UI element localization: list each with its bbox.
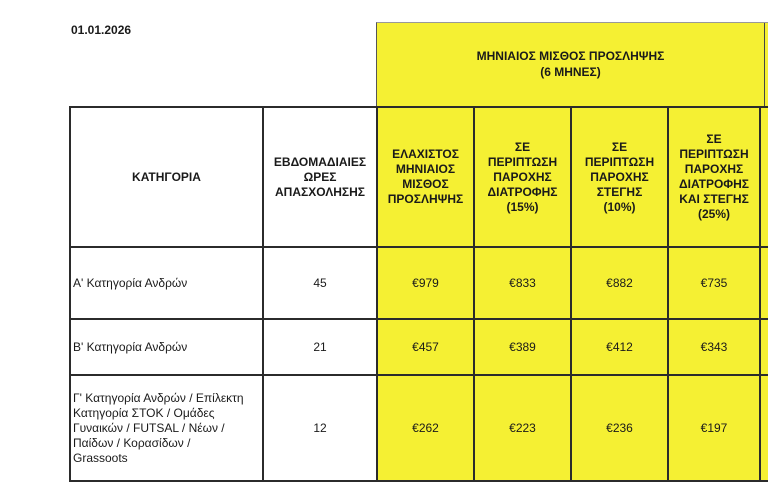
- header-edge-divider: [764, 23, 765, 107]
- food-cell: €833: [474, 247, 571, 319]
- table-row: [70, 319, 768, 375]
- cut-off-cell: [760, 247, 768, 319]
- cut-off-cell: [760, 375, 768, 481]
- salary-table: [69, 106, 768, 482]
- min-salary-header: ΕΛΑΧΙΣΤΟΣ ΜΗΝΙΑΙΟΣ ΜΙΣΘΟΣ ΠΡΟΣΛΗΨΗΣ: [377, 107, 474, 247]
- housing-cell: €236: [571, 375, 668, 481]
- category-header: ΚΑΤΗΓΟΡΙΑ: [70, 107, 263, 247]
- salary-group-title-line1: ΜΗΝΙΑΙΟΣ ΜΙΣΘΟΣ ΠΡΟΣΛΗΨΗΣ: [476, 49, 665, 63]
- food-housing-provision-header: ΣΕ ΠΕΡΙΠΤΩΣΗ ΠΑΡΟΧΗΣ ΔΙΑΤΡΟΦΗΣ ΚΑΙ ΣΤΕΓΗΣ (25%): [668, 107, 760, 247]
- cut-off-column: [760, 107, 768, 247]
- category-cell: Γ' Κατηγορία Ανδρών / Επίλεκτη Κατηγορία ΣΤΟΚ / Ομάδες Γυναικών / FUTSAL / Νέων / Παίδων / Κορασίδων / Grassoots: [70, 375, 263, 481]
- table-row: [70, 247, 768, 319]
- hours-cell: 21: [263, 319, 377, 375]
- food-cell: €389: [474, 319, 571, 375]
- housing-cell: €882: [571, 247, 668, 319]
- food-provision-header: ΣΕ ΠΕΡΙΠΤΩΣΗ ΠΑΡΟΧΗΣ ΔΙΑΤΡΟΦΗΣ (15%): [474, 107, 571, 247]
- housing-cell: €412: [571, 319, 668, 375]
- food-housing-cell: €735: [668, 247, 760, 319]
- hours-cell: 12: [263, 375, 377, 481]
- min-salary-cell: €262: [377, 375, 474, 481]
- table-row: [70, 375, 768, 481]
- min-salary-cell: €979: [377, 247, 474, 319]
- category-cell: Α' Κατηγορία Ανδρών: [70, 247, 263, 319]
- weekly-hours-header: ΕΒΔΟΜΑΔΙΑΙΕΣ ΩΡΕΣ ΑΠΑΣΧΟΛΗΣΗΣ: [263, 107, 377, 247]
- food-housing-cell: €197: [668, 375, 760, 481]
- food-cell: €223: [474, 375, 571, 481]
- cut-off-cell: [760, 319, 768, 375]
- salary-group-title: [377, 48, 764, 80]
- salary-group-header: [376, 22, 768, 107]
- hours-cell: 45: [263, 247, 377, 319]
- housing-provision-header: ΣΕ ΠΕΡΙΠΤΩΣΗ ΠΑΡΟΧΗΣ ΣΤΕΓΗΣ (10%): [571, 107, 668, 247]
- min-salary-cell: €457: [377, 319, 474, 375]
- document-date: 01.01.2026: [71, 23, 132, 37]
- food-housing-cell: €343: [668, 319, 760, 375]
- header-row: [70, 107, 768, 247]
- category-cell: Β' Κατηγορία Ανδρών: [70, 319, 263, 375]
- salary-group-title-line2: (6 ΜΗΝΕΣ): [540, 65, 601, 79]
